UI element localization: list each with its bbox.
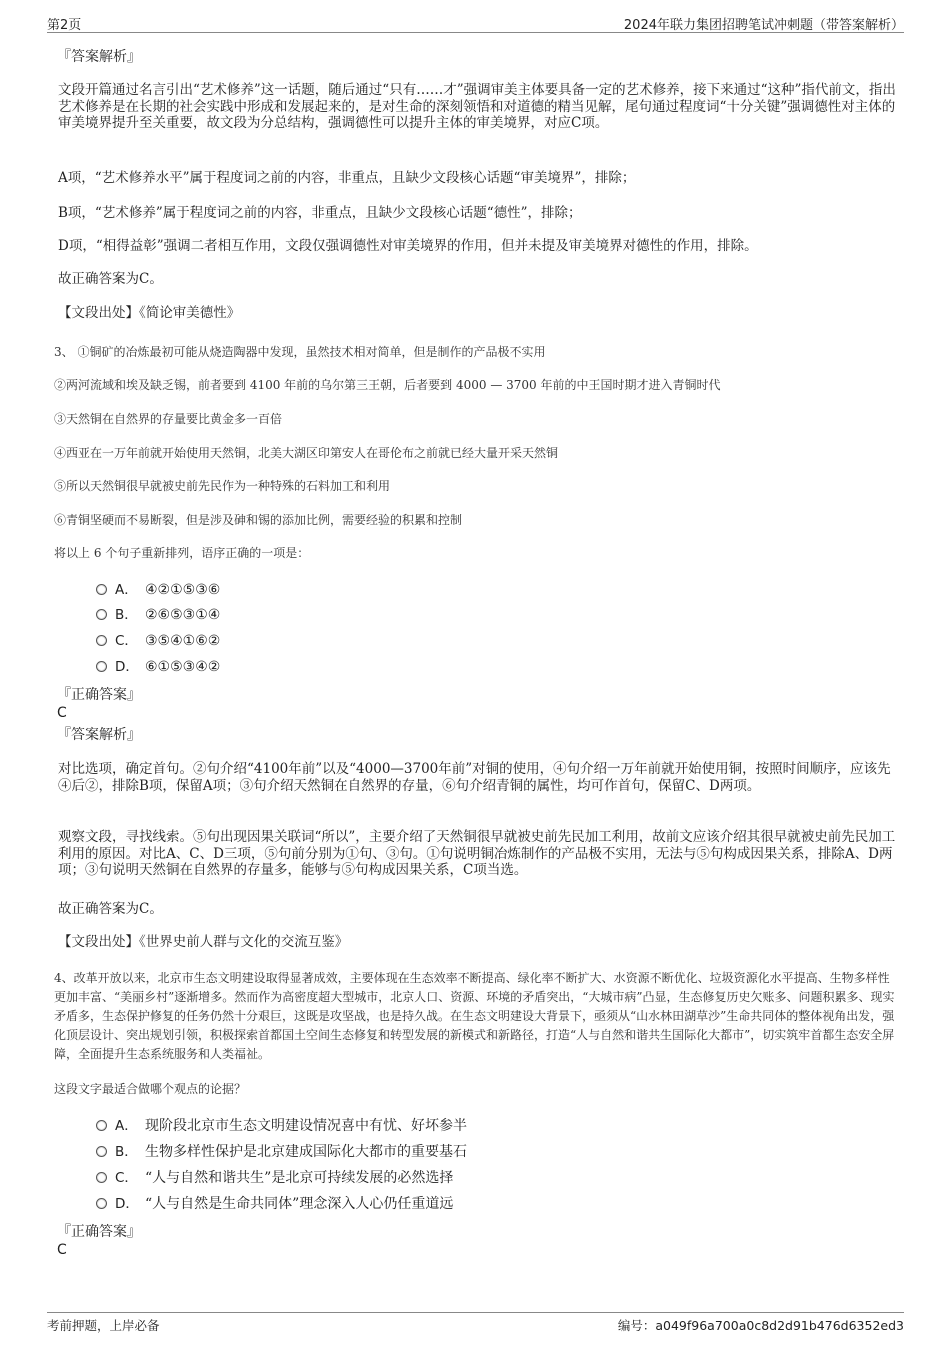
- source-text: 【文段出处】《世界史前人群与文化的交流互鉴》: [58, 934, 349, 950]
- radio-button-icon[interactable]: [96, 584, 107, 595]
- analysis-option-b: B项，“艺术修养”属于程度词之前的内容，非重点，且缺少文段核心话题“德性”，排除；: [58, 205, 582, 221]
- question-3-sentence-5: ⑤所以天然铜很早就被史前先民作为一种特殊的石料加工和利用: [54, 479, 391, 493]
- radio-button-icon[interactable]: [96, 1120, 107, 1131]
- question-4-prompt: 这段文字最适合做哪个观点的论据？: [54, 1082, 247, 1096]
- conclusion-text: 故正确答案为C。: [58, 901, 163, 917]
- question-3-sentence-3: ③天然铜在自然界的存量要比黄金多一百倍: [54, 412, 283, 426]
- radio-button-icon[interactable]: [96, 635, 107, 646]
- analysis-option-d: D项，“相得益彰”强调二者相互作用，文段仅强调德性对审美境界的作用，但并未提及审美境界对德性的作用，排除。: [58, 238, 758, 254]
- correct-answer: C: [57, 705, 67, 721]
- analysis-label: 『答案解析』: [57, 727, 141, 743]
- question-3-sentence-1: 3、 ①铜矿的冶炼最初可能从烧造陶器中发现，虽然技术相对简单，但是制作的产品极不实用: [54, 345, 546, 359]
- question-3-analysis-1: 对比选项，确定首句。②句介绍“4100年前”以及“4000—3700年前”对铜的使用，④句介绍一万年前就开始使用铜，按照时间顺序，应该先④后②，排除B项，保留A项；③句介绍天然铜在自然界的存量，⑥句介绍青铜的属性，均可作首句，保留C、D两项。: [58, 761, 891, 794]
- page-header: [47, 12, 904, 33]
- correct-answer-label: 『正确答案』: [57, 687, 141, 703]
- radio-button-icon[interactable]: [96, 1172, 107, 1183]
- question-3-option-d[interactable]: D． ⑥①⑤③④②: [96, 657, 220, 677]
- radio-button-icon[interactable]: [96, 609, 107, 620]
- analysis-option-a: A项，“艺术修养水平”属于程度词之前的内容，非重点，且缺少文段核心话题“审美境界”，排除；: [58, 170, 636, 186]
- question-3-prompt: 将以上 6 个句子重新排列，语序正确的一项是：: [54, 546, 310, 560]
- analysis-label: 『答案解析』: [57, 49, 141, 65]
- question-4-option-d[interactable]: D． “人与自然是生命共同体”理念深入人心仍任重道远: [96, 1194, 453, 1214]
- analysis-paragraph: 文段开篇通过名言引出“艺术修养”这一话题，随后通过“只有……才”强调审美主体要具备一定的艺术修养，接下来通过“这种”指代前文，指出艺术修养是在长期的社会实践中形成和发展起来的，是对生命的深刻领悟和对道德的精当见解，尾句通过程度词“十分关键”强调德性对主体的审美境界提升至关重要，故文段为分总结构，强调德性可以提升主体的审美境界，对应C项。: [58, 82, 896, 131]
- document-id: 编号：a049f96a700a0c8d2d91b476d6352ed3: [617, 1318, 904, 1333]
- source-text: 【文段出处】《简论审美德性》: [58, 305, 241, 321]
- conclusion-text: 故正确答案为C。: [58, 271, 163, 287]
- correct-answer: C: [57, 1242, 67, 1258]
- radio-button-icon[interactable]: [96, 661, 107, 672]
- question-4-option-c[interactable]: C． “人与自然和谐共生”是北京可持续发展的必然选择: [96, 1168, 453, 1188]
- correct-answer-label: 『正确答案』: [57, 1224, 141, 1240]
- question-4-option-b[interactable]: B． 生物多样性保护是北京建成国际化大都市的重要基石: [96, 1142, 467, 1162]
- radio-button-icon[interactable]: [96, 1198, 107, 1209]
- question-3-option-c[interactable]: C． ③⑤④①⑥②: [96, 631, 220, 651]
- document-title: 2024年联力集团招聘笔试冲刺题（带答案解析）: [623, 18, 904, 33]
- question-3-option-a[interactable]: A． ④②①⑤③⑥: [96, 580, 220, 600]
- question-3-analysis-2: 观察文段，寻找线索。⑤句出现因果关联词“所以”，主要介绍了天然铜很早就被史前先民加工利用，故前文应该介绍其很早就被史前先民加工利用的原因。对比A、C、D三项，⑤句前分别为①句、③句。①句说明铜冶炼制作的产品极不实用，无法与⑤句构成因果关系，排除A、D两项；③句说明天然铜在自然界的存量多，能够与⑤句构成因果关系，C项当选。: [58, 829, 896, 878]
- question-4-option-a[interactable]: A． 现阶段北京市生态文明建设情况喜中有忧、好坏参半: [96, 1116, 467, 1136]
- page-number: 第2页: [47, 18, 82, 33]
- question-3-sentence-6: ⑥青铜坚硬而不易断裂，但是涉及砷和锡的添加比例，需要经验的积累和控制: [54, 513, 463, 527]
- question-3-option-b[interactable]: B． ②⑥⑤③①④: [96, 605, 220, 625]
- radio-button-icon[interactable]: [96, 1146, 107, 1157]
- question-3-sentence-2: ②两河流域和埃及缺乏锡，前者要到 4100 年前的乌尔第三王朝，后者要到 4000 — 3700 年前的中王国时期才进入青铜时代: [54, 378, 721, 392]
- question-4-text: 4、改革开放以来，北京市生态文明建设取得显著成效，主要体现在生态效率不断提高、绿化率不断扩大、水资源不断优化、垃圾资源化水平提高、生物多样性更加丰富、“美丽乡村”逐渐增多。然而作为高密度超大型城市，北京人口、资源、环境的矛盾突出，“大城市病”凸显，生态修复历史欠账多、问题积累多、现实矛盾多，生态保护修复的任务仍然十分艰巨，这既是攻坚战，也是持久战。在生态文明建设大背景下，亟须从“山水林田湖草沙”生命共同体的整体视角出发，强化顶层设计、突出规划引领，积极探索首都国土空间生态修复和转型发展的新模式和新路径，打造“人与自然和谐共生国际化大都市”，切实筑牢首都生态安全屏障，全面提升生态系统服务和人类福祉。: [54, 971, 895, 1061]
- question-3-sentence-4: ④西亚在一万年前就开始使用天然铜，北美大湖区印第安人在哥伦布之前就已经大量开采天然铜: [54, 446, 559, 460]
- footer-slogan: 考前押题，上岸必备: [47, 1318, 160, 1333]
- page-footer: [47, 1312, 904, 1339]
